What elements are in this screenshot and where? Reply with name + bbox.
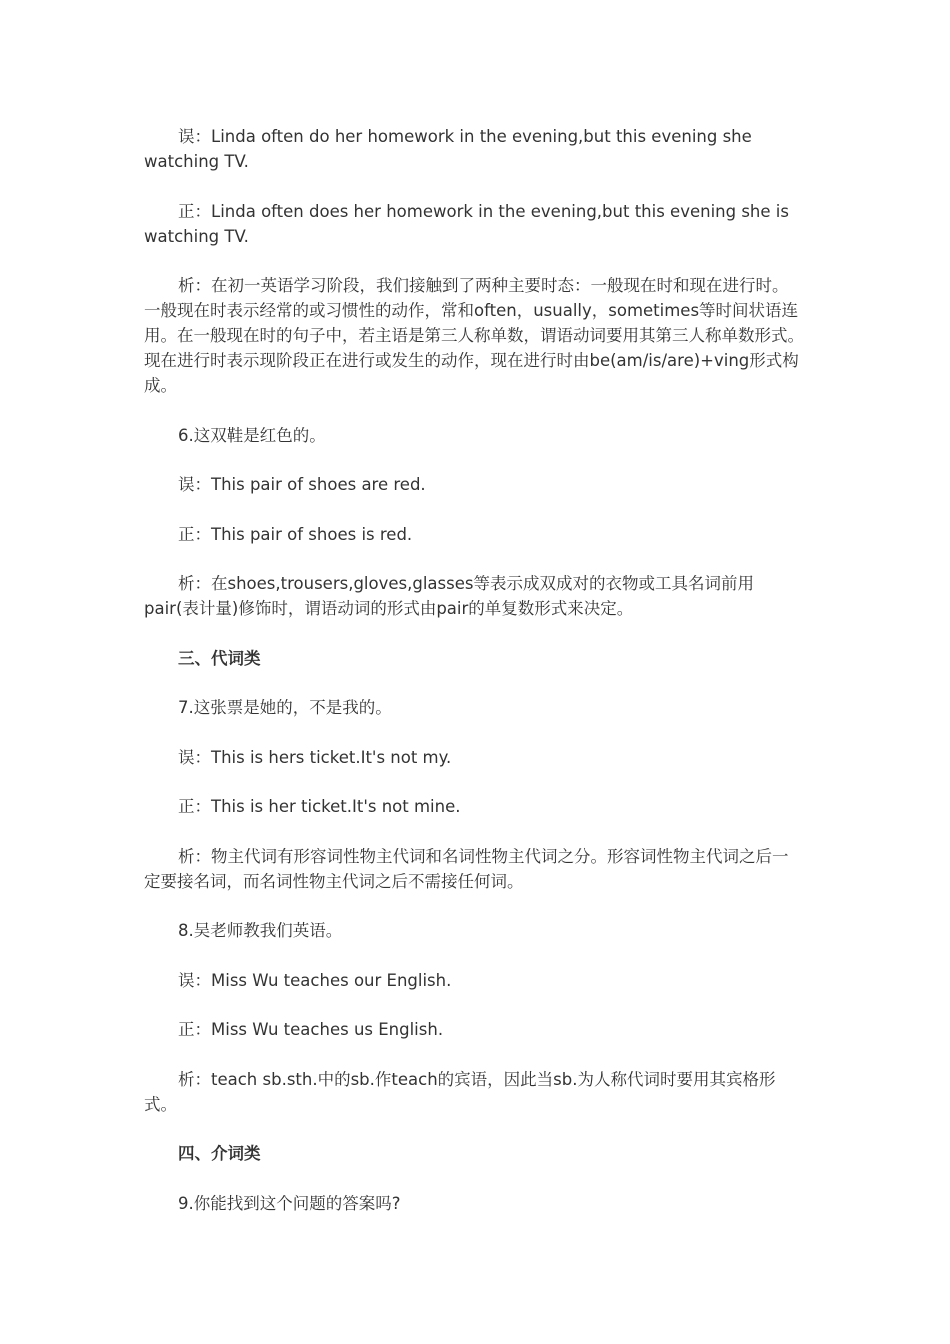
wrong-sentence-5: 误：Linda often do her homework in the evening,but this evening she watching TV.: [144, 127, 752, 171]
analysis-5: 析：在初一英语学习阶段，我们接触到了两种主要时态：一般现在时和现在进行时。一般现在时表示经常的或习惯性的动作，常和often，usually，sometimes等时间状语连用。在一般现在时的句子中，若主语是第三人称单数，谓语动词要用其第三人称单数形式。现在进行时表示现阶段正在进行或发生的动作，现在进行时由be(am/is/are)+ving形式构成。: [144, 276, 804, 395]
question-7: 7.这张票是她的，不是我的。: [178, 698, 392, 717]
section-heading-prepositions: 四、介词类: [178, 1144, 261, 1163]
section-heading-pronouns: 三、代词类: [178, 648, 261, 668]
wrong-sentence-7: 误：This is hers ticket.It's not my.: [178, 747, 452, 767]
analysis-7: 析：物主代词有形容词性物主代词和名词性物主代词之分。形容词性物主代词之后一定要接名词，而名词性物主代词之后不需接任何词。: [144, 846, 789, 891]
correct-sentence-6: 正：This pair of shoes is red.: [178, 524, 413, 544]
wrong-sentence-8: 误：Miss Wu teaches our English.: [178, 970, 452, 990]
correct-sentence-5: 正：Linda often does her homework in the evening,but this evening she is watching TV.: [144, 201, 789, 246]
question-8: 8.吴老师教我们英语。: [178, 921, 343, 940]
question-9: 9.你能找到这个问题的答案吗?: [178, 1193, 401, 1213]
wrong-sentence-6: 误：This pair of shoes are red.: [178, 475, 426, 494]
correct-sentence-8: 正：Miss Wu teaches us English.: [178, 1020, 444, 1039]
document-page: [144, 124, 804, 1240]
correct-sentence-7: 正：This is her ticket.It's not mine.: [178, 797, 461, 816]
analysis-6: 析：在shoes,trousers,gloves,glasses等表示成双成对的衣物或工具名词前用pair(表计量)修饰时，谓语动词的形式由pair的单复数形式来决定。: [144, 574, 754, 618]
question-6: 6.这双鞋是红色的。: [178, 425, 326, 445]
analysis-8: 析：teach sb.sth.中的sb.作teach的宾语，因此当sb.为人称代词时要用其宾格形式。: [144, 1069, 776, 1114]
